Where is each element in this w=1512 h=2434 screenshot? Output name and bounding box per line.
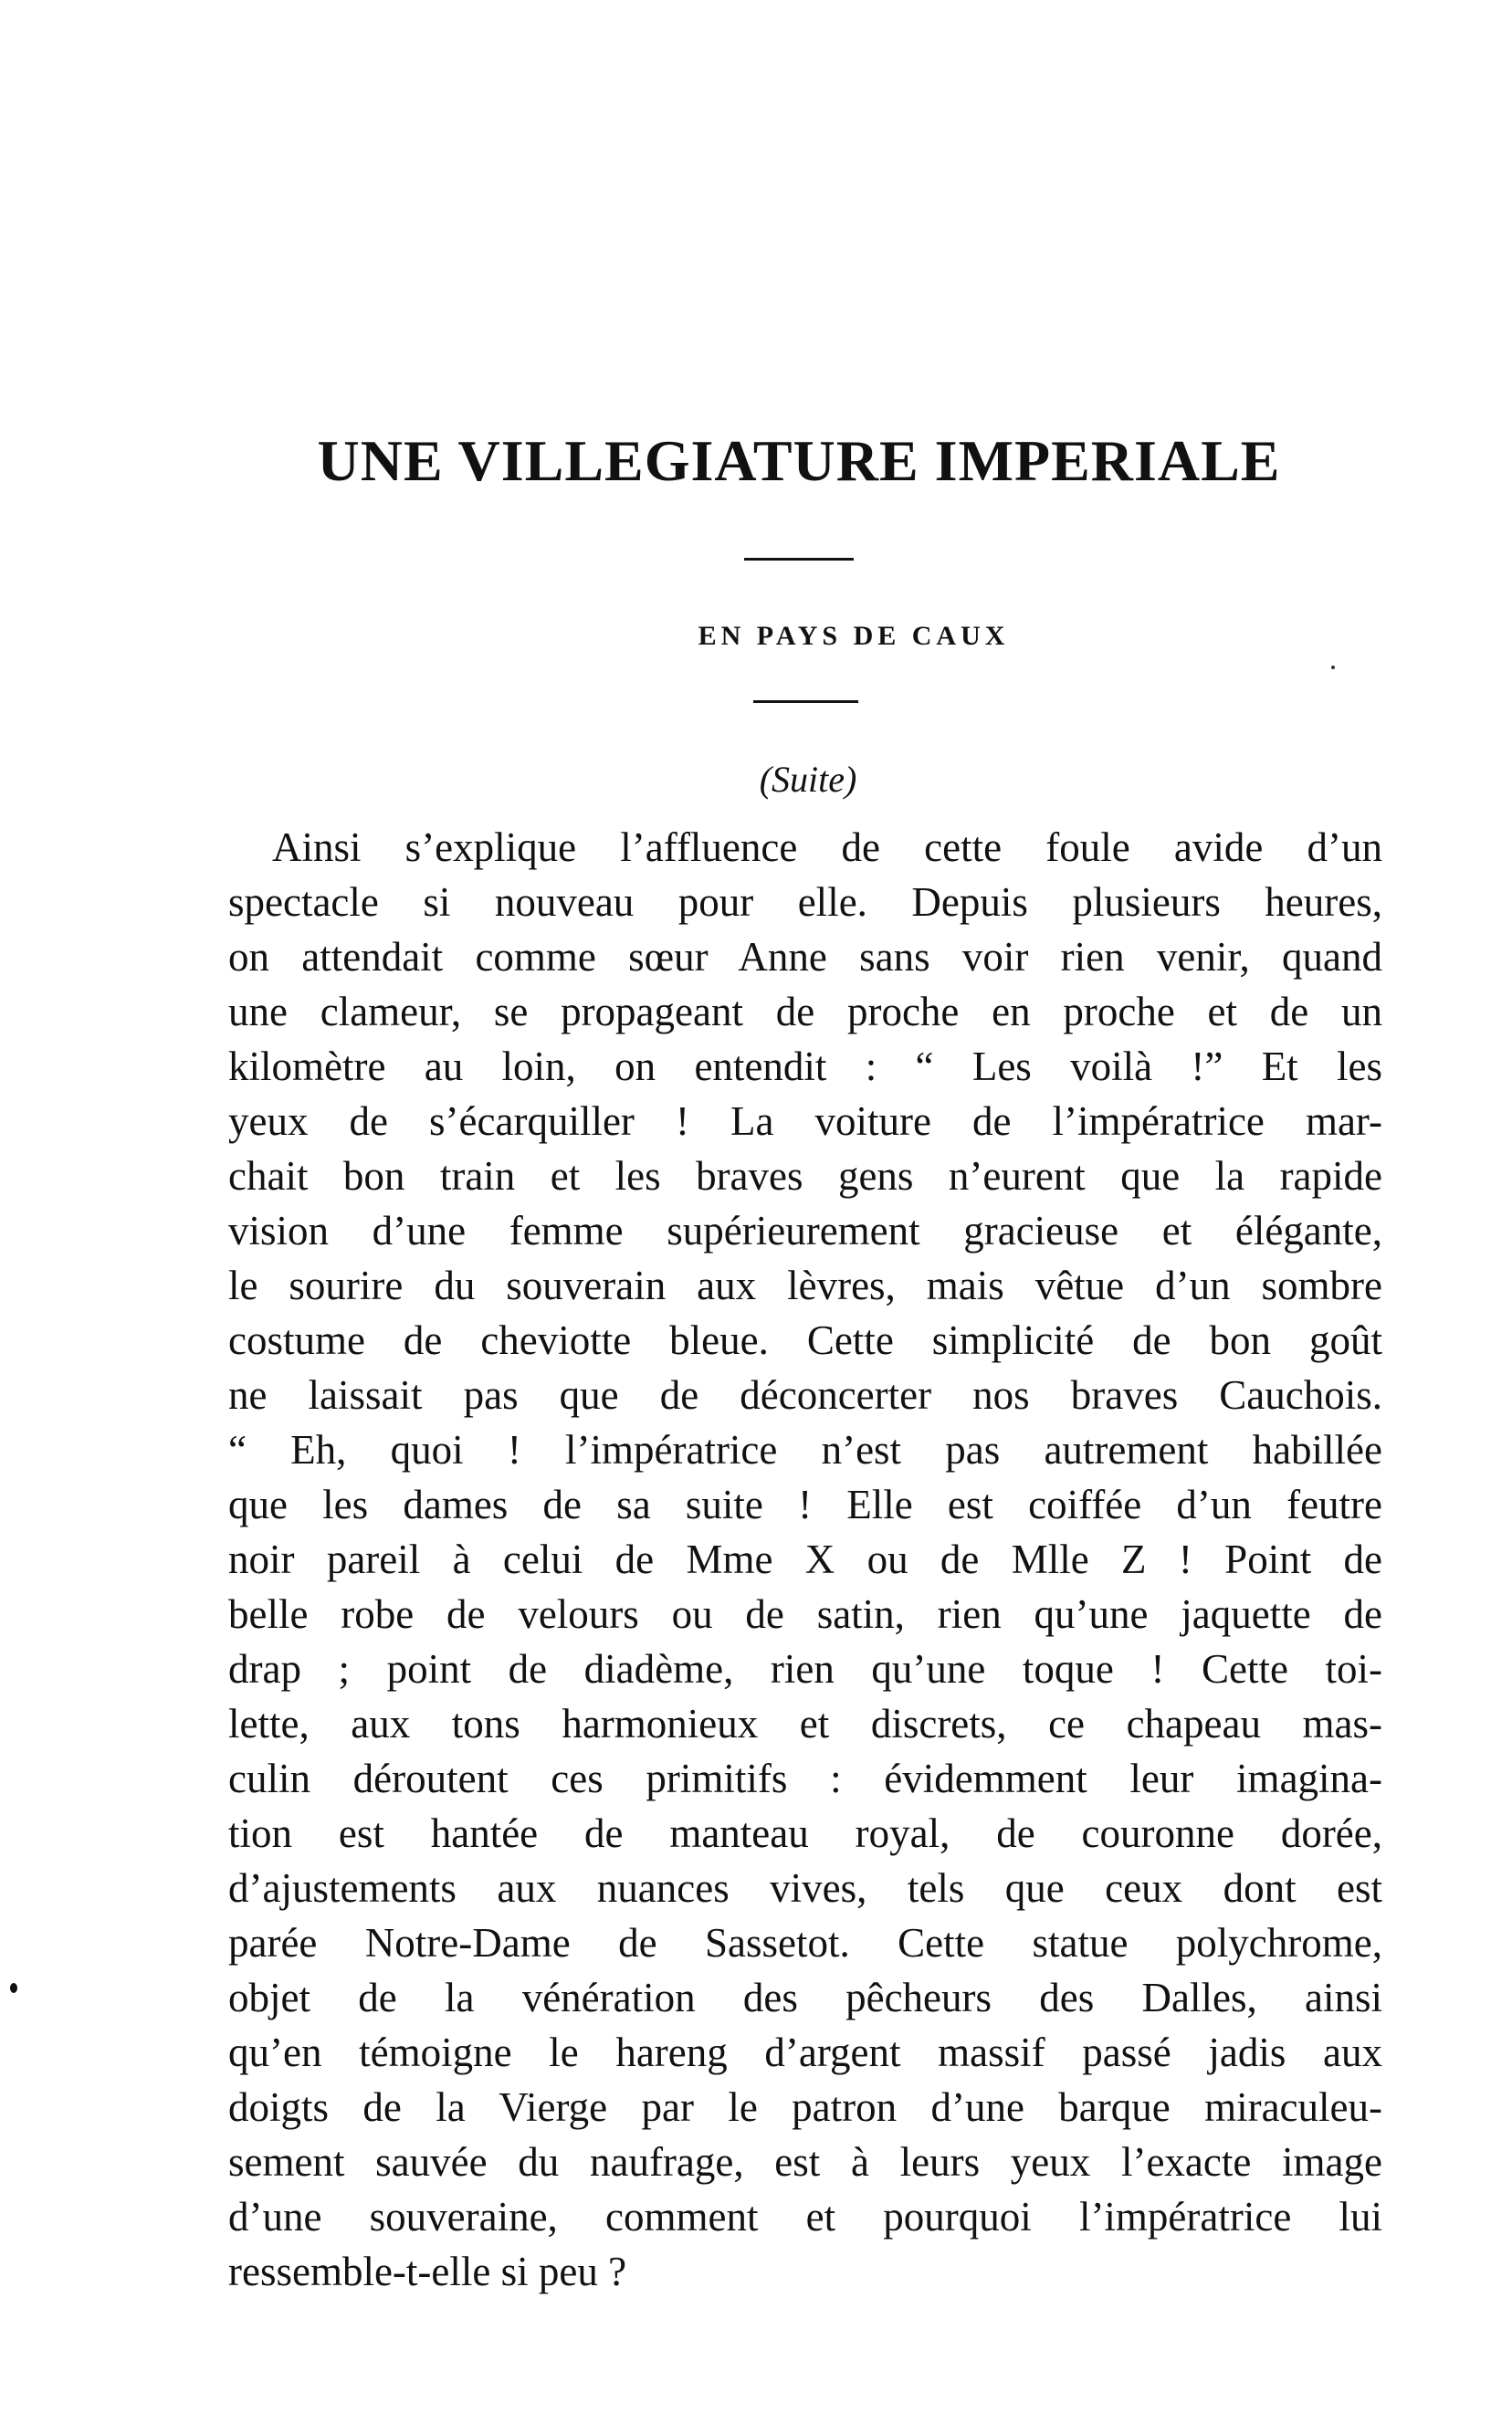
text-line: Ainsi s’explique l’affluence de cette foule avide d’un (272, 824, 1382, 870)
text-line: “ Eh, quoi ! l’impératrice n’est pas autrement habillée (228, 1427, 1382, 1473)
text-line: culin déroutent ces primitifs : évidemment leur imagina- (228, 1756, 1382, 1801)
text-line: le sourire du souverain aux lèvres, mais vêtue d’un sombre (228, 1263, 1382, 1308)
text-line: doigts de la Vierge par le patron d’une barque miraculeu- (228, 2084, 1382, 2130)
text-line: on attendait comme sœur Anne sans voir rien venir, quand (228, 934, 1382, 980)
text-line: ne laissait pas que de déconcerter nos braves Cauchois. (228, 1372, 1382, 1418)
text-line: noir pareil à celui de Mme X ou de Mlle Z ! Point de (228, 1537, 1382, 1582)
text-line: une clameur, se propageant de proche en proche et de un (228, 989, 1382, 1034)
text-line: sement sauvée du naufrage, est à leurs yeux l’exacte image (228, 2139, 1382, 2185)
text-line: d’ajustements aux nuances vives, tels que ceux dont est (228, 1865, 1382, 1911)
text-line: lette, aux tons harmonieux et discrets, ce chapeau mas- (228, 1701, 1382, 1747)
text-line: belle robe de velours ou de satin, rien qu’une jaquette de (228, 1591, 1382, 1637)
text-line: drap ; point de diadème, rien qu’une toque ! Cette toi- (228, 1646, 1382, 1692)
article-title: UNE VILLEGIATURE IMPERIALE (317, 428, 1281, 493)
title-divider (744, 558, 854, 561)
text-line: yeux de s’écarquiller ! La voiture de l’impératrice mar- (228, 1098, 1382, 1144)
print-speck (1331, 666, 1335, 669)
text-line: objet de la vénération des pêcheurs des Dalles, ainsi (228, 1975, 1382, 2020)
text-line: costume de cheviotte bleue. Cette simplicité de bon goût (228, 1317, 1382, 1363)
margin-mark (10, 1983, 17, 1993)
body-paragraph (228, 820, 1382, 2299)
continuation-label: (Suite) (759, 759, 857, 800)
text-line: parée Notre-Dame de Sassetot. Cette statue polychrome, (228, 1920, 1382, 1966)
text-line: tion est hantée de manteau royal, de couronne dorée, (228, 1810, 1382, 1856)
article-subtitle: EN PAYS DE CAUX (698, 621, 1010, 651)
text-line: d’une souveraine, comment et pourquoi l’impératrice lui (228, 2194, 1382, 2240)
text-line: vision d’une femme supérieurement gracieuse et élégante, (228, 1208, 1382, 1254)
text-line: que les dames de sa suite ! Elle est coiffée d’un feutre (228, 1482, 1382, 1527)
subtitle-divider (753, 700, 858, 703)
text-line: qu’en témoigne le hareng d’argent massif passé jadis aux (228, 2030, 1382, 2075)
text-line: chait bon train et les braves gens n’eurent que la rapide (228, 1153, 1382, 1199)
text-line: spectacle si nouveau pour elle. Depuis plusieurs heures, (228, 879, 1382, 925)
text-line: ressemble-t-elle si peu ? (228, 2249, 627, 2294)
text-line: kilomètre au loin, on entendit : “ Les voilà !” Et les (228, 1044, 1382, 1089)
